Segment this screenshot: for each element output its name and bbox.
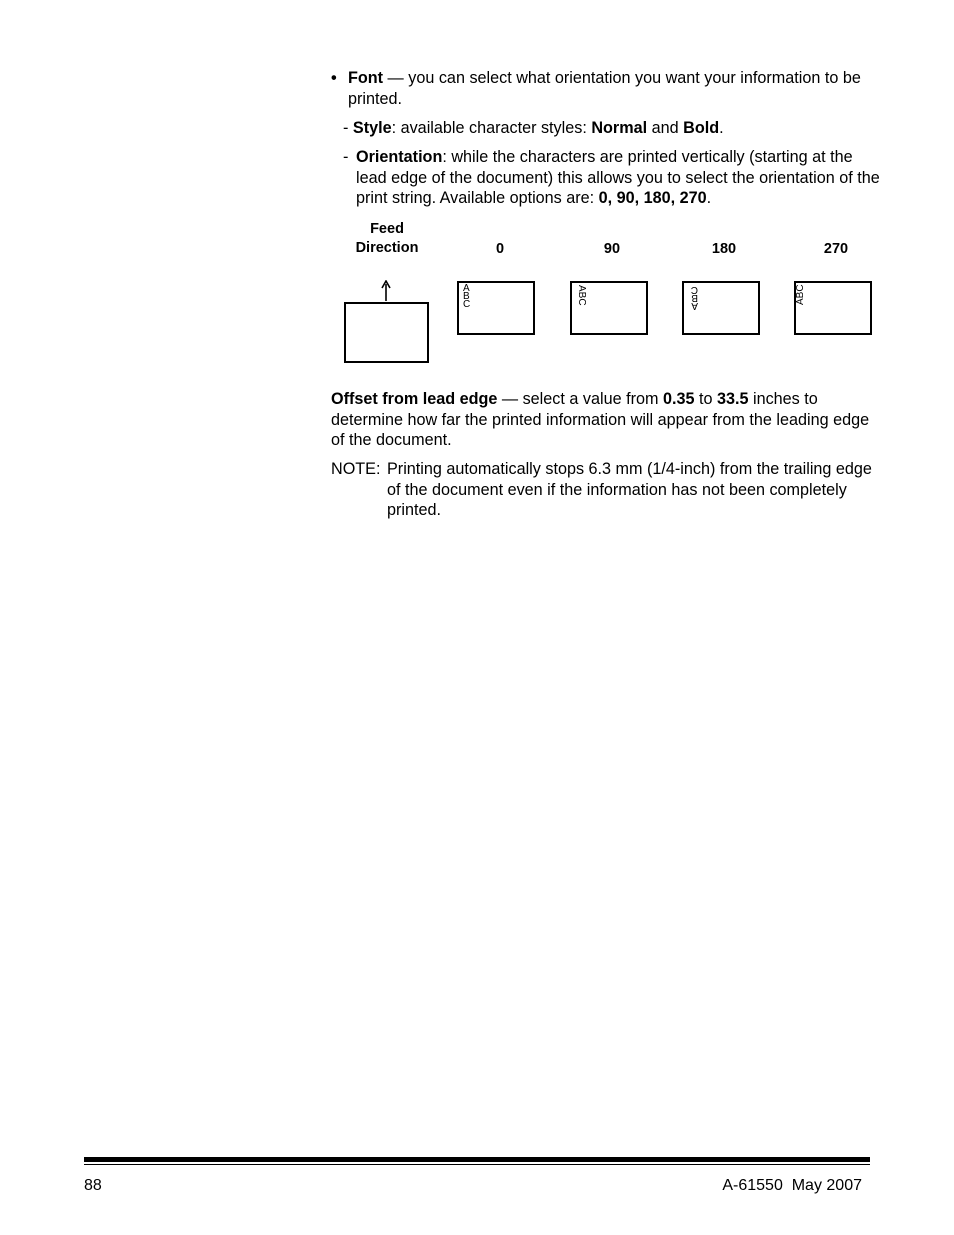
font-bullet-paragraph — [348, 68, 878, 109]
note-label: NOTE: — [331, 460, 381, 478]
font-term: Font — [348, 69, 384, 87]
note-text: Printing automatically stops 6.3 mm (1/4-inch) from the trailing edge of the document even if the information has not been completely printed. — [387, 460, 872, 519]
orientation-label-0: 0 — [495, 241, 505, 257]
offset-text2: inches to determine how far the printed information will appear from the leading edge of the document. — [331, 390, 870, 449]
style-subitem — [343, 118, 883, 139]
feed-label-line1: Feed — [370, 221, 404, 237]
offset-max: 33.5 — [716, 390, 749, 408]
feed-label-line2: Direction — [355, 240, 419, 256]
style-end: . — [719, 119, 724, 137]
orientation-label-270: 270 — [823, 241, 849, 257]
bullet-marker: • — [331, 69, 337, 87]
offset-term: Offset from lead edge — [331, 390, 498, 408]
document-id-date: A-61550 May 2007 — [722, 1177, 862, 1194]
orientation-subitem — [356, 147, 886, 209]
sample-text-90: ABC — [576, 285, 587, 306]
feed-direction-label — [340, 220, 434, 258]
orientation-end: . — [706, 189, 712, 207]
orientation-box-180 — [682, 281, 760, 335]
sample-text-270: ABC — [795, 284, 806, 305]
style-dash: - — [343, 119, 353, 137]
sample-text-0 — [463, 285, 473, 309]
style-text: : available character styles: — [391, 119, 592, 137]
orientation-box-270 — [794, 281, 872, 335]
footer-rule-thin — [84, 1164, 870, 1165]
footer-rule — [84, 1157, 870, 1162]
style-and: and — [647, 119, 684, 137]
sample-char: A — [691, 300, 698, 311]
sample-char: A — [463, 283, 470, 294]
sample-char: B — [463, 291, 470, 302]
offset-to: to — [694, 390, 717, 408]
feed-direction-arrow-icon — [379, 280, 393, 302]
orientation-term: Orientation — [356, 148, 443, 166]
offset-paragraph — [331, 389, 881, 451]
sample-char: C — [463, 299, 471, 310]
orientation-options: 0, 90, 180, 270 — [598, 189, 707, 207]
offset-min: 0.35 — [662, 390, 695, 408]
orientation-label-180: 180 — [711, 241, 737, 257]
sample-char: B — [691, 292, 698, 303]
orientation-box-90 — [570, 281, 648, 335]
sample-text-180 — [688, 285, 698, 309]
style-term: Style — [352, 119, 392, 137]
style-normal: Normal — [591, 119, 648, 137]
orientation-label-90: 90 — [603, 241, 621, 257]
style-bold: Bold — [683, 119, 720, 137]
offset-text1: — select a value from — [497, 390, 663, 408]
sample-char: C — [690, 284, 698, 295]
page-number: 88 — [84, 1177, 102, 1194]
font-description: — you can select what orientation you want your information to be printed. — [348, 69, 861, 108]
feed-document-box — [344, 302, 429, 363]
orientation-dash: - — [343, 148, 349, 166]
orientation-description: : while the characters are printed vertically (starting at the lead edge of the document) this allows you to select the orientation of the print string. Available options are: — [356, 148, 880, 207]
orientation-box-0 — [457, 281, 535, 335]
